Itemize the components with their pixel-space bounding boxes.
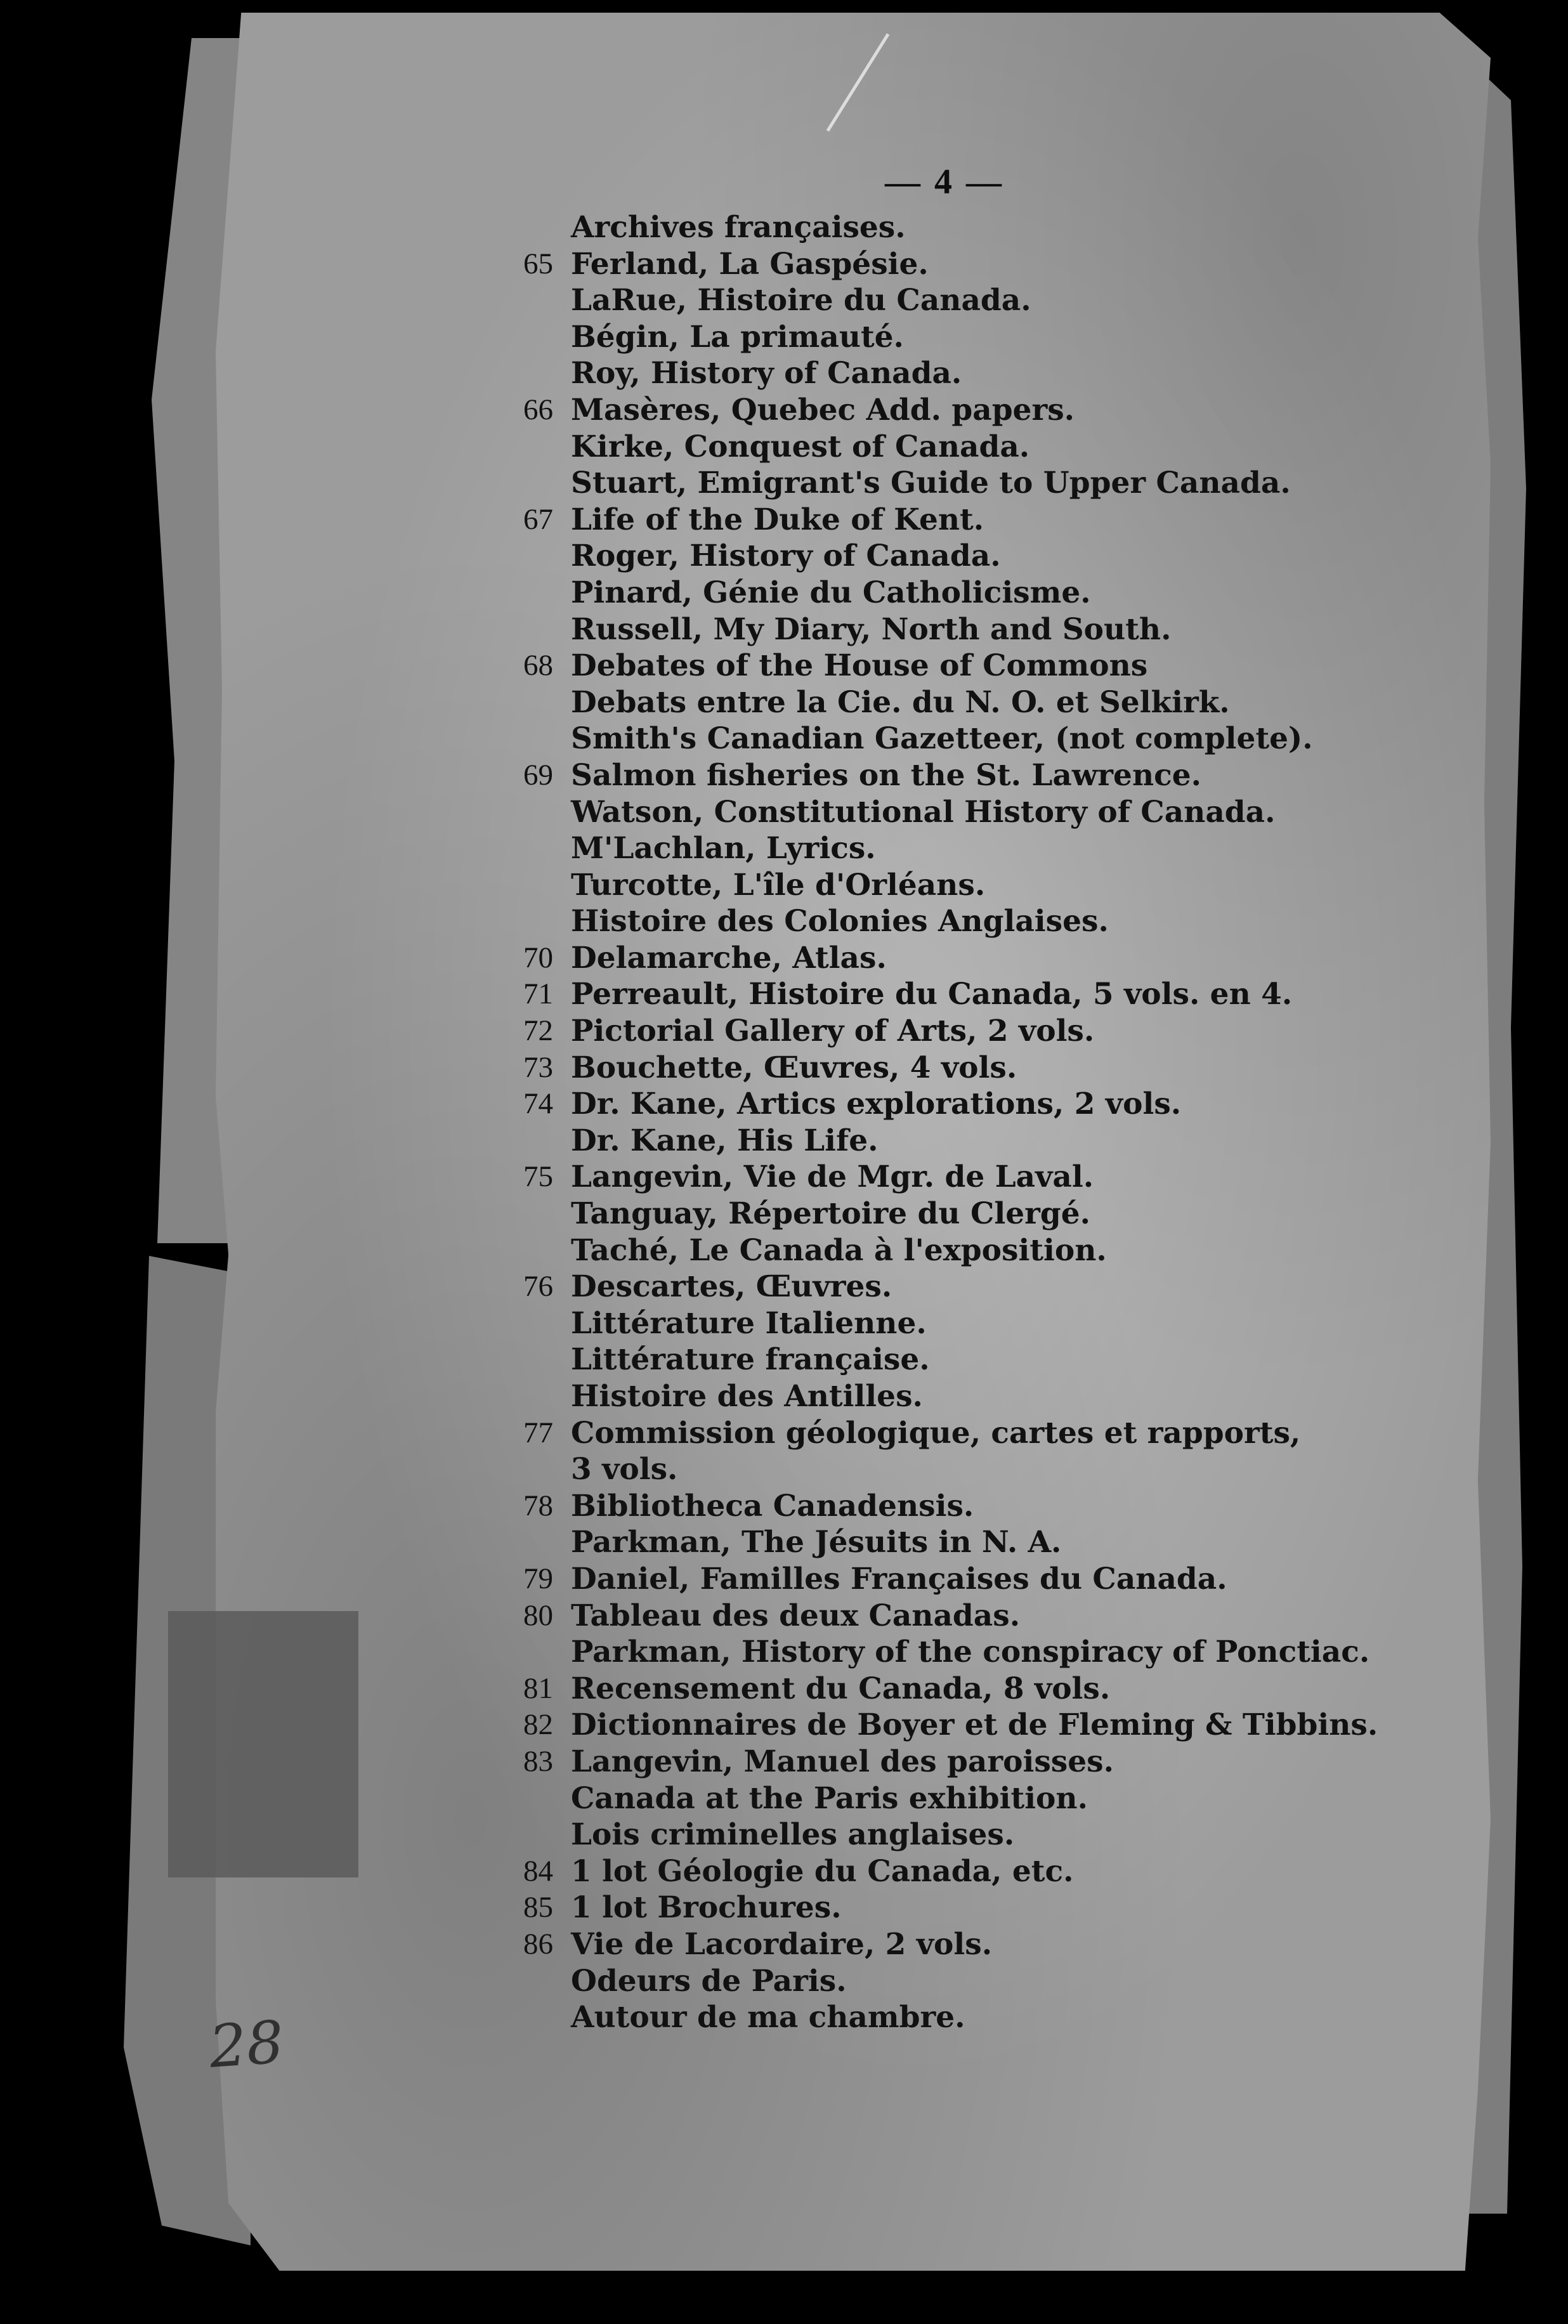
catalogue-entry [482,465,1378,502]
entry-title: Turcotte, L'île d'Orléans. [571,867,986,903]
catalogue-entry [482,1780,1378,1817]
catalogue-entry [482,1342,1378,1378]
page-number: — 4 — [885,162,1004,202]
catalogue-entry [482,1305,1378,1342]
lot-number [482,1196,571,1232]
lot-number [482,1378,571,1415]
entry-title: Tanguay, Répertoire du Clergé. [571,1196,1091,1232]
catalogue-entry [482,1451,1378,1488]
entry-title: Parkman, History of the conspiracy of Ponctiac. [571,1635,1370,1670]
entry-title: Autour de ma chambre. [571,2000,965,2035]
catalogue-list [482,209,1378,2036]
lot-number: 81 [523,1671,553,1705]
entry-title: Bibliotheca Canadensis. [571,1488,974,1524]
catalogue-entry [482,1817,1378,1853]
lot-number: 82 [523,1708,553,1742]
catalogue-entry [482,1524,1378,1561]
catalogue-entry [482,830,1378,867]
lot-number [482,1634,571,1671]
catalogue-entry [482,940,1378,977]
entry-title: Langevin, Manuel des paroisses. [571,1744,1114,1779]
entry-title: Bégin, La primauté. [571,319,904,355]
catalogue-entry [482,246,1378,283]
entry-title: Parkman, The Jésuits in N. A. [571,1525,1062,1560]
catalogue-entry [482,721,1378,757]
lot-number [482,903,571,940]
entry-title: Bouchette, Œuvres, 4 vols. [571,1050,1017,1085]
lot-number: 77 [523,1416,553,1449]
catalogue-entry [482,1123,1378,1159]
lot-number [482,611,571,648]
entry-title: Vie de Lacordaire, 2 vols. [571,1926,993,1962]
entry-title: Pinard, Génie du Catholicisme. [571,575,1091,610]
catalogue-entry [482,1598,1378,1635]
entry-title: M'Lachlan, Lyrics. [571,831,876,866]
catalogue-entry [482,502,1378,539]
lot-number: 66 [523,393,553,426]
entry-title: Canada at the Paris exhibition. [571,1780,1088,1816]
entry-title: Salmon fisheries on the St. Lawrence. [571,757,1201,793]
lot-number [482,1780,571,1817]
entry-title: 3 vols. [571,1452,678,1487]
entry-title: Odeurs de Paris. [571,1963,847,1999]
catalogue-entry [482,648,1378,684]
catalogue-entry [482,1926,1378,1963]
lot-number [482,1963,571,2000]
catalogue-entry [482,1634,1378,1671]
catalogue-entry [482,1561,1378,1598]
entry-title: Descartes, Œuvres. [571,1269,892,1305]
entry-title: Watson, Constitutional History of Canada. [571,794,1276,830]
entry-title: Russell, My Diary, North and South. [571,611,1172,647]
catalogue-entry [482,1963,1378,2000]
catalogue-entry [482,392,1378,429]
lot-number: 68 [523,649,553,682]
catalogue-entry [482,976,1378,1013]
lot-number: 85 [523,1891,553,1924]
lot-number: 71 [523,977,553,1011]
lot-number [482,1232,571,1269]
catalogue-entry [482,575,1378,611]
entry-title: Dictionnaires de Boyer et de Fleming & Tibbins. [571,1707,1378,1743]
entry-title: Life of the Duke of Kent. [571,502,984,537]
lot-number: 78 [523,1489,553,1522]
lot-number: 65 [523,247,553,280]
lot-number [482,1999,571,2036]
entry-title: Histoire des Colonies Anglaises. [571,904,1109,939]
entry-title: Debats entre la Cie. du N. O. et Selkirk. [571,684,1230,720]
lot-number [482,429,571,466]
catalogue-entry [482,209,1378,246]
lot-number [482,867,571,904]
catalogue-entry [482,684,1378,721]
lot-number: 86 [523,1927,553,1961]
catalogue-entry [482,1744,1378,1780]
entry-title: Dr. Kane, His Life. [571,1123,879,1158]
entry-title: Taché, Le Canada à l'exposition. [571,1232,1107,1268]
lot-number [482,794,571,831]
lot-number [482,721,571,757]
catalogue-entry [482,903,1378,940]
catalogue-entry [482,867,1378,904]
lot-number [482,830,571,867]
lot-number [482,355,571,392]
lot-number [482,282,571,319]
entry-title: Dr. Kane, Artics explorations, 2 vols. [571,1087,1182,1122]
entry-title: Littérature française. [571,1342,930,1378]
catalogue-entry [482,319,1378,356]
lot-number [482,465,571,502]
entry-title: Masères, Quebec Add. papers. [571,392,1075,428]
entry-title: Daniel, Familles Françaises du Canada. [571,1561,1227,1596]
entry-title: 1 lot Brochures. [571,1890,842,1926]
lot-number [482,538,571,575]
lot-number: 80 [523,1598,553,1632]
entry-title: Kirke, Conquest of Canada. [571,429,1030,464]
entry-title: Ferland, La Gaspésie. [571,246,929,282]
catalogue-entry [482,1159,1378,1196]
entry-title: Histoire des Antilles. [571,1379,923,1414]
lot-number: 83 [523,1744,553,1778]
lot-number [482,1342,571,1378]
entry-title: Archives françaises. [571,210,906,245]
lot-number: 70 [523,941,553,974]
lot-number: 72 [523,1014,553,1048]
lot-number [482,1817,571,1853]
entry-title: Recensement du Canada, 8 vols. [571,1671,1111,1706]
lot-number [482,209,571,246]
catalogue-entry [482,757,1378,794]
paper-stain [168,1611,358,1877]
catalogue-entry [482,1999,1378,2036]
catalogue-entry [482,1378,1378,1415]
catalogue-entry [482,1853,1378,1890]
lot-number: 73 [523,1050,553,1084]
catalogue-entry [482,429,1378,466]
entry-title: 1 lot Géologie du Canada, etc. [571,1853,1074,1889]
catalogue-entry [482,1707,1378,1744]
lot-number: 69 [523,758,553,792]
entry-title: Commission géologique, cartes et rapports, [571,1415,1301,1451]
handwritten-mark: 28 [207,2008,286,2081]
catalogue-entry [482,1488,1378,1525]
catalogue-entry [482,1671,1378,1707]
catalogue-entry [482,1050,1378,1087]
catalogue-entry [482,1890,1378,1926]
lot-number [482,684,571,721]
lot-number: 74 [523,1087,553,1121]
catalogue-entry [482,538,1378,575]
entry-title: Tableau des deux Canadas. [571,1598,1021,1633]
entry-title: Stuart, Emigrant's Guide to Upper Canada. [571,466,1291,501]
entry-title: Langevin, Vie de Mgr. de Laval. [571,1159,1094,1195]
lot-number: 79 [523,1562,553,1595]
catalogue-entry [482,1415,1378,1452]
catalogue-entry [482,282,1378,319]
entry-title: Pictorial Gallery of Arts, 2 vols. [571,1014,1095,1049]
entry-title: Smith's Canadian Gazetteer, (not complete). [571,721,1313,757]
catalogue-entry [482,1013,1378,1050]
lot-number [482,575,571,611]
lot-number [482,1451,571,1488]
lot-number: 67 [523,502,553,536]
catalogue-entry [482,794,1378,831]
entry-title: Debates of the House of Commons [571,648,1148,684]
catalogue-entry [482,1232,1378,1269]
entry-title: Perreault, Histoire du Canada, 5 vols. en 4. [571,977,1293,1012]
catalogue-entry [482,611,1378,648]
lot-number: 75 [523,1160,553,1194]
entry-title: LaRue, Histoire du Canada. [571,283,1031,318]
catalogue-entry [482,1269,1378,1305]
lot-number: 76 [523,1270,553,1303]
lot-number: 84 [523,1854,553,1888]
catalogue-entry [482,1196,1378,1232]
entry-title: Littérature Italienne. [571,1305,927,1341]
entry-title: Roger, History of Canada. [571,539,1001,574]
lot-number [482,1305,571,1342]
catalogue-entry [482,355,1378,392]
catalogue-entry [482,1086,1378,1123]
entry-title: Lois criminelles anglaises. [571,1817,1015,1853]
entry-title: Delamarche, Atlas. [571,940,887,976]
lot-number [482,1123,571,1159]
lot-number [482,319,571,356]
lot-number [482,1524,571,1561]
entry-title: Roy, History of Canada. [571,356,962,391]
